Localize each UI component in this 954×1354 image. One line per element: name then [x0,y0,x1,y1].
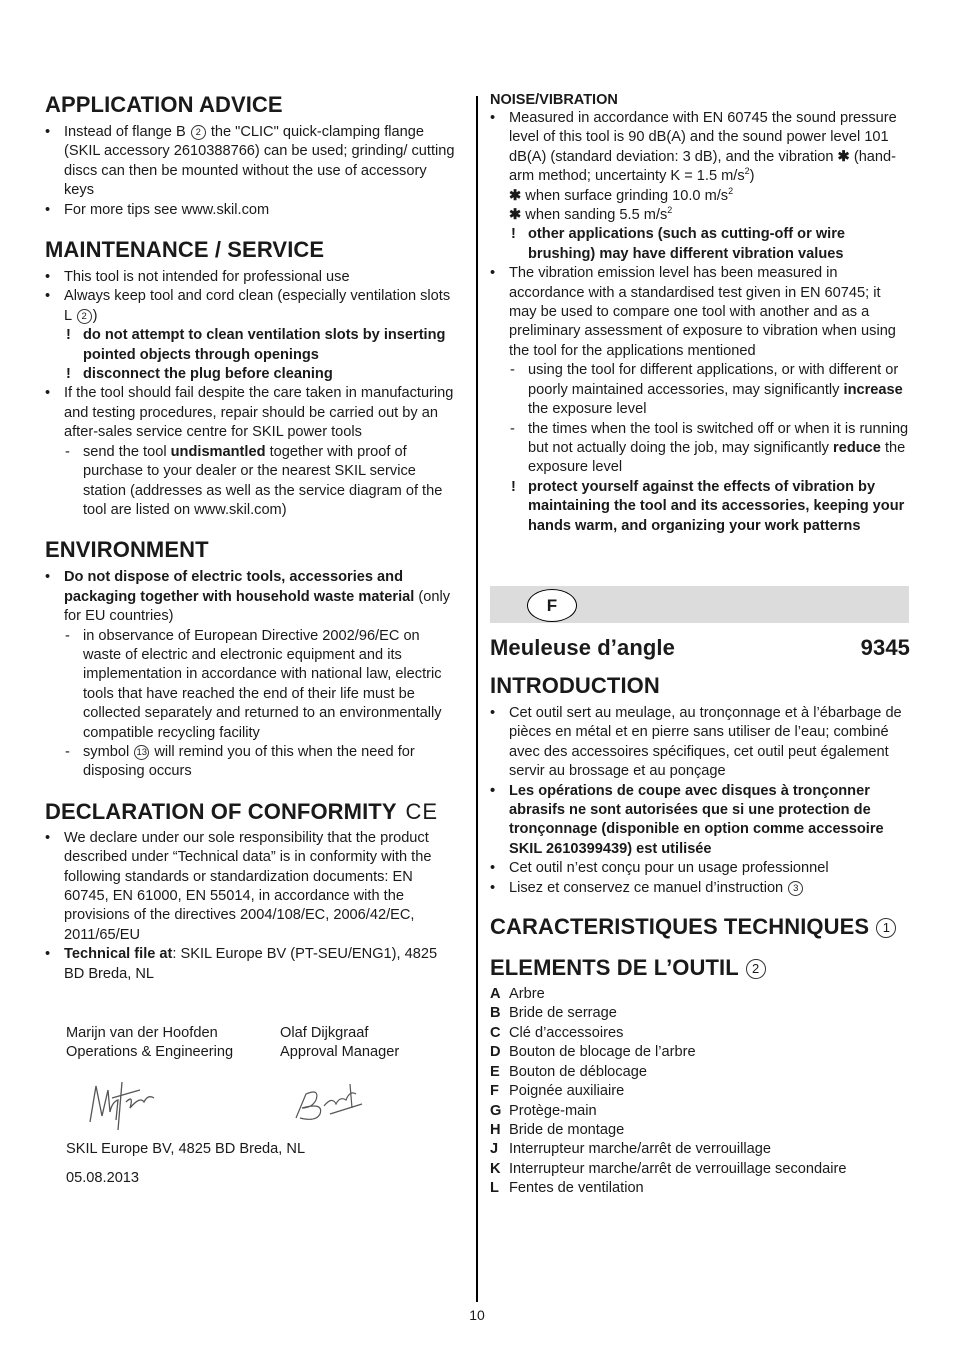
tool-element-text: Clé d’accessoires [509,1024,624,1041]
signatory-name: Marijn van der Hoofden [66,1025,218,1041]
tool-element-item [490,1024,910,1043]
sub-list [509,361,910,477]
page-number: 10 [469,1307,485,1323]
environment-list [45,568,460,781]
tool-element-text: Interrupteur marche/arrêt de verrouillage secondaire [509,1160,847,1177]
warning-item: ! disconnect the plug before cleaning [64,365,460,384]
list-item: • We declare under our sole responsibility that the product described under “Technical data” is in conformity with the following standards or standardization documents: EN 60745, EN 61000, EN 55014, in accordance with the provisions of the directives 2004/108/EC, 2006/42/EC, 2011/65/EU [45,829,460,945]
declaration-date: 05.08.2013 [66,1170,140,1186]
tool-element-text: Bride de montage [509,1121,625,1138]
tool-element-item [490,985,910,1004]
declaration-list [45,829,460,984]
tool-element-item [490,1160,910,1179]
list-item: • The vibration emission level has been measured in accordance with a standardised test given in EN 60745; it may be used to compare one tool with another and as a preliminary assessment of exposure to vibration when using the tool for the applications mentioned - using the tool for different applications, or with different or poorly maintained accessories, may significantly increase the exposure level - the times when the tool is switched off or when it is running but not actually doing the job, may significantly reduce the exposure level ! protect yourself against the effects of vibration by maintaining the tool and its accessories, keeping your hands warm, and organizing your work patterns [490,264,910,536]
warning-list [64,326,460,384]
sub-item: - send the tool undismantled together with proof of purchase to your dealer or the nearest SKIL service station (addresses as well as the service diagram of the tool are listed on www.skil.com) [64,443,460,521]
tool-element-text: Fentes de ventilation [509,1180,644,1197]
list-item: • If the tool should fail despite the care taken in manufacturing and testing procedures, repair should be carried out by an after-sales service centre for SKIL power tools - send the tool undismantled together with proof of purchase to your dealer or the nearest SKIL service station (addresses as well as the service diagram of the tool are listed on www.skil.com) [45,384,460,520]
language-badge: F [527,589,577,622]
declaration-heading: DECLARATION OF CONFORMITY CE [45,798,439,824]
list-item: • For more tips see www.skil.com [45,201,460,220]
tool-element-item [490,1063,910,1082]
sub-item: - symbol 13 will remind you of this when the need for disposing occurs [64,743,460,782]
warning-list [509,478,910,536]
list-item: • Do not dispose of electric tools, accessories and packaging together with household waste material (only for EU countries) - in observance of European Directive 2002/96/EC on waste of electric and electronic equipment and its implementation in accordance with national law, electric tools that have reached the end of their life must be collected separately and returned to an environmentally compatible recycling facility - symbol 13 will remind you of this when the need for disposing occurs [45,568,460,781]
ref-number: 13 [134,745,149,760]
signature-1-icon [82,1072,162,1134]
tool-element-text: Interrupteur marche/arrêt de verrouillage [509,1141,772,1158]
tool-element-item [490,1004,910,1023]
tool-element-text: Bride de serrage [509,1005,617,1022]
introduction-list [490,704,910,898]
tool-elements-list [490,985,910,1198]
tool-element-item [490,1082,910,1101]
list-item: • Always keep tool and cord clean (especially ventilation slots L 2 ) ! do not attempt to clean ventilation slots by inserting pointed objects through openings ! disconnect the plug before cleaning [45,287,460,384]
tool-element-letter: G [490,1102,502,1119]
ce-mark-icon: CE [405,798,439,824]
signatory-2 [280,1024,399,1063]
noise-vibration-heading: NOISE/VIBRATION [490,92,618,108]
ref-number: 2 [746,959,766,979]
tool-element-item [490,1043,910,1062]
tech-specs-heading: CARACTERISTIQUES TECHNIQUES 1 [490,914,910,940]
tool-element-item [490,1179,910,1198]
right-column [490,92,910,536]
asterisk-icon: ✱ [837,148,850,165]
application-advice-heading: APPLICATION ADVICE [45,92,283,117]
left-column [45,92,460,984]
signatory-name: Olaf Dijkgraaf [280,1025,369,1041]
language-section-bar [490,586,909,623]
tool-element-letter: E [490,1063,500,1080]
list-item: • Instead of flange B 2 the "CLIC" quick-clamping flange (SKIL accessory 2610388766) can be used; grinding/ cutting discs can then be mounted without the use of accessory keys [45,123,460,201]
list-item: • Technical file at: SKIL Europe BV (PT-SEU/ENG1), 4825 BD Breda, NL [45,945,460,984]
tool-element-letter: A [490,986,501,1003]
ref-number: 1 [876,918,896,938]
environment-heading: ENVIRONMENT [45,537,209,563]
warning-item: ! do not attempt to clean ventilation slots by inserting pointed objects through openings [64,326,460,365]
tool-element-text: Protège-main [509,1102,597,1119]
signatory-role: Operations & Engineering [66,1044,234,1061]
tool-element-letter: D [490,1044,501,1061]
tool-element-letter: C [490,1024,501,1041]
list-item: • This tool is not intended for professional use [45,268,460,287]
signatory-1 [66,1024,233,1063]
sub-item: - using the tool for different applications, or with different or poorly maintained accessories, may significantly increase the exposure level [509,361,910,419]
asterisk-icon: ✱ [509,207,522,224]
noise-list [490,109,910,536]
french-section [490,635,910,1199]
tool-element-letter: B [490,1005,501,1022]
ref-number: 2 [191,125,206,140]
application-advice-list [45,123,460,220]
product-title [490,635,910,661]
ref-number: 3 [788,881,803,896]
tool-elements-heading: ELEMENTS DE L’OUTIL 2 [490,955,910,981]
sub-list [64,627,460,782]
tool-element-letter: H [490,1121,501,1138]
tool-element-letter: J [490,1141,499,1158]
introduction-heading: INTRODUCTION [490,673,660,698]
product-model: 9345 [860,635,910,660]
tool-element-item [490,1140,910,1159]
tool-element-letter: L [490,1180,499,1197]
product-name: Meuleuse d’angle [490,635,675,660]
tool-element-letter: K [490,1160,501,1177]
maintenance-heading: MAINTENANCE / SERVICE [45,237,325,263]
warning-item: ! protect yourself against the effects of vibration by maintaining the tool and its accessories, keeping your hands warm, and organizing your work patterns [509,478,910,536]
maintenance-list [45,268,460,520]
list-item: • Cet outil n’est conçu pour un usage professionnel [490,859,910,878]
signature-2-icon [290,1078,370,1126]
sub-list [64,443,460,521]
sub-item: - the times when the tool is switched off or when it is running but not actually doing the job, may significantly reduce the exposure level [509,420,910,478]
tool-element-item [490,1121,910,1140]
warning-item: ! other applications (such as cutting-off or wire brushing) may have different vibration values [509,225,910,264]
tool-element-text: Arbre [509,986,545,1003]
list-item: • Lisez et conservez ce manuel d’instruction 3 [490,879,910,898]
list-item: • Les opérations de coupe avec disques à tronçonner abrasifs ne sont autorisées que si une protection de tronçonnage (disponible en option comme accessoire SKIL 2610399439) est utilisée [490,782,910,860]
tool-element-text: Poignée auxiliaire [509,1083,625,1100]
list-item: • Cet outil sert au meulage, au tronçonnage et à l’ébarbage de pièces en métal et en pierre sans utiliser de l’eau; combiné avec des accessoires spécifiques, cet outil peut également servir au brossage et au ponçage [490,704,910,782]
list-item: • Measured in accordance with EN 60745 the sound pressure level of this tool is 90 dB(A) and the sound power level 101 dB(A) (standard deviation: 3 dB), and the vibration ✱ (hand-arm method; uncertainty K = 1.5 $m/s^2$) ✱ when surface grinding 10.0 $m/s^2$ ✱ when sanding 5.5 $m/s^2$ ! other applications (such as cutting-off or wire brushing) may have different vibration values [490,109,910,264]
column-divider [476,96,478,1302]
tool-element-text: Bouton de déblocage [509,1063,647,1080]
tool-element-letter: F [490,1083,499,1100]
ref-number: 2 [77,309,92,324]
asterisk-icon: ✱ [509,187,522,204]
signatory-role: Approval Manager [280,1044,400,1061]
sub-item: - in observance of European Directive 2002/96/EC on waste of electric and electronic equipment and its implementation in accordance with national law, electric tools that have reached the end of their life must be collected separately and returned to an environmentally compatible recycling facility [64,627,460,743]
tool-element-text: Bouton de blocage de l’arbre [509,1044,696,1061]
company-address: SKIL Europe BV, 4825 BD Breda, NL [66,1141,306,1157]
warning-list [509,225,910,264]
tool-element-item [490,1102,910,1121]
